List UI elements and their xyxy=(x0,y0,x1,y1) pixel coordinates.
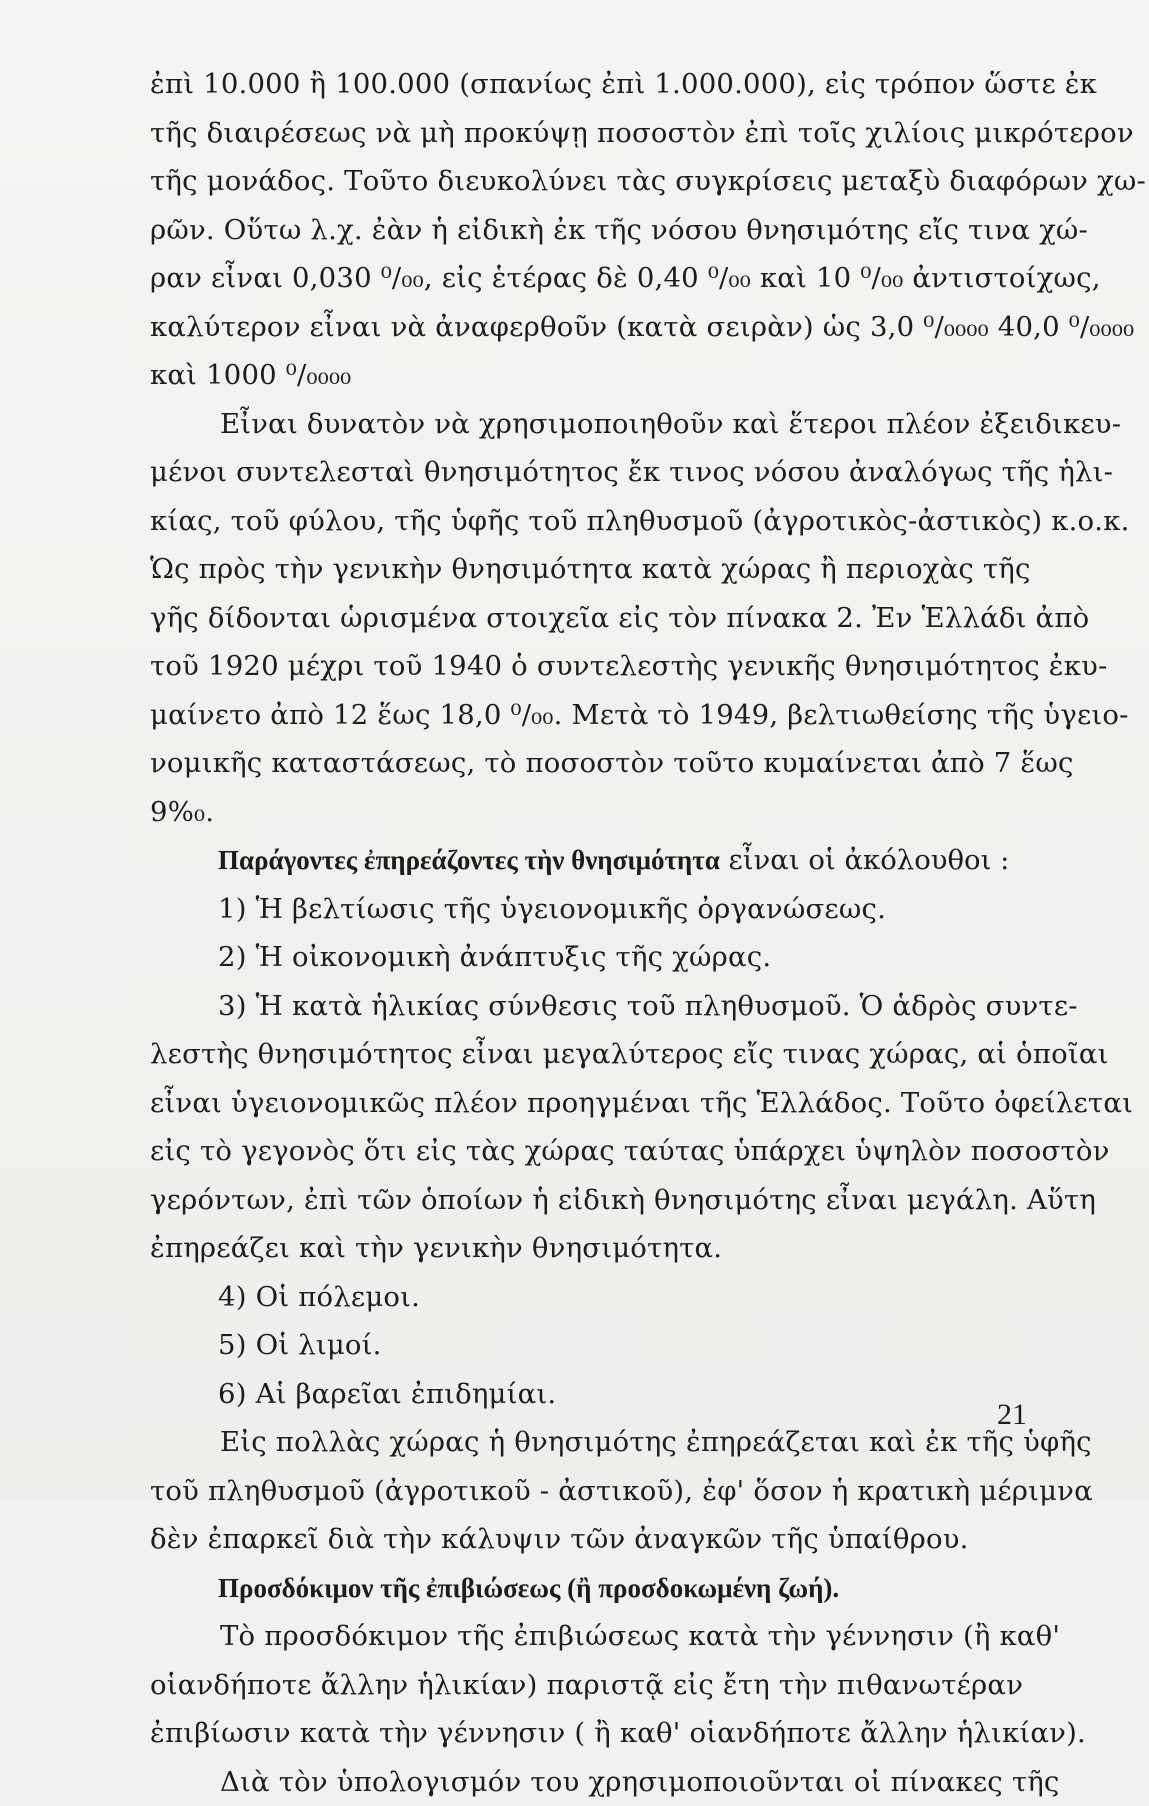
text-line: 9%₀. xyxy=(150,788,1020,837)
text-line: τῆς διαιρέσεως νὰ μὴ προκύψῃ ποσοστὸν ἐπὶ τοῖς χιλίοις μικρότερον xyxy=(150,109,1020,158)
text-line: μαίνετο ἀπὸ 12 ἕως 18,0 ⁰/₀₀. Μετὰ τὸ 1949, βελτιωθείσης τῆς ὑγειο- xyxy=(150,691,1020,740)
text-line: ἐπιβίωσιν κατὰ τὴν γέννησιν ( ἢ καθ' οἱανδήποτε ἄλλην ἡλικίαν). xyxy=(150,1709,1020,1758)
list-item: 5) Οἱ λιμοί. xyxy=(150,1321,1020,1370)
text-line: μένοι συντελεσταὶ θνησιμότητος ἔκ τινος νόσου ἀναλόγως τῆς ἡλι- xyxy=(150,448,1020,497)
list-item: 6) Αἱ βαρεῖαι ἐπιδημίαι. xyxy=(150,1370,1020,1419)
text-line: ρῶν. Οὕτω λ.χ. ἐὰν ἡ εἰδικὴ ἐκ τῆς νόσου θνησιμότης εἴς τινα χώ- xyxy=(150,206,1020,255)
text-line: εἰς τὸ γεγονὸς ὅτι εἰς τὰς χώρας ταύτας ὑπάρχει ὑψηλὸν ποσοστὸν xyxy=(150,1127,1020,1176)
text-line: γερόντων, ἐπὶ τῶν ὁποίων ἡ εἰδικὴ θνησιμότης εἶναι μεγάλη. Αὕτη xyxy=(150,1176,1020,1225)
life-expectancy-heading: Προσδόκιμον τῆς ἐπιβιώσεως (ἢ προσδοκωμένη ζωή). xyxy=(150,1564,1020,1613)
text-line: καλύτερον εἶναι νὰ ἀναφερθοῦν (κατὰ σειρὰν) ὡς 3,0 ⁰/₀₀₀₀ 40,0 ⁰/₀₀₀₀ xyxy=(150,303,1020,352)
factors-heading: Παράγοντες ἐπηρεάζοντες τὴν θνησιμότητα xyxy=(218,845,720,875)
list-item: 4) Οἱ πόλεμοι. xyxy=(150,1273,1020,1322)
text-line: λεστὴς θνησιμότητος εἶναι μεγαλύτερος εἴς τινας χώρας, αἱ ὁποῖαι xyxy=(150,1030,1020,1079)
list-item: 2) Ἡ οἰκονομικὴ ἀνάπτυξις τῆς χώρας. xyxy=(150,933,1020,982)
page-body xyxy=(150,60,1020,1806)
paragraph-rates xyxy=(150,60,1020,400)
text-line: τῆς μονάδος. Τοῦτο διευκολύνει τὰς συγκρίσεις μεταξὺ διαφόρων χω- xyxy=(150,157,1020,206)
text-line: τοῦ 1920 μέχρι τοῦ 1940 ὁ συντελεστὴς γενικῆς θνησιμότητος ἐκυ- xyxy=(150,642,1020,691)
text-line: τοῦ πληθυσμοῦ (ἀγροτικοῦ - ἀστικοῦ), ἐφ' ὅσον ἡ κρατικὴ μέριμνα xyxy=(150,1467,1020,1516)
text-line: γῆς δίδονται ὡρισμένα στοιχεῖα εἰς τὸν πίνακα 2. Ἐν Ἑλλάδι ἀπὸ xyxy=(150,594,1020,643)
text-line: κίας, τοῦ φύλου, τῆς ὑφῆς τοῦ πληθυσμοῦ (ἀγροτικὸς-ἀστικὸς) κ.ο.κ. xyxy=(150,497,1020,546)
text-line: Διὰ τὸν ὑπολογισμόν του χρησιμοποιοῦνται οἱ πίνακες τῆς xyxy=(150,1758,1020,1806)
text-line: οἱανδήποτε ἄλλην ἡλικίαν) παριστᾷ εἰς ἔτη τὴν πιθανωτέραν xyxy=(150,1661,1020,1710)
text-line: νομικῆς καταστάσεως, τὸ ποσοστὸν τοῦτο κυμαίνεται ἀπὸ 7 ἕως xyxy=(150,739,1020,788)
factors-section xyxy=(150,836,1020,1418)
factors-heading-line xyxy=(150,836,1020,885)
paragraph-specialized-rates xyxy=(150,400,1020,837)
text-line: Εἰς πολλὰς χώρας ἡ θνησιμότης ἐπηρεάζεται καὶ ἐκ τῆς ὑφῆς xyxy=(150,1418,1020,1467)
text-line: Τὸ προσδόκιμον τῆς ἐπιβιώσεως κατὰ τὴν γέννησιν (ἢ καθ' xyxy=(150,1612,1020,1661)
text-line: δὲν ἐπαρκεῖ διὰ τὴν κάλυψιν τῶν ἀναγκῶν τῆς ὑπαίθρου. xyxy=(150,1515,1020,1564)
text-line: Ὡς πρὸς τὴν γενικὴν θνησιμότητα κατὰ χώρας ἢ περιοχὰς τῆς xyxy=(150,545,1020,594)
list-item: 1) Ἡ βελτίωσις τῆς ὑγειονομικῆς ὀργανώσεως. xyxy=(150,885,1020,934)
text-line: ραν εἶναι 0,030 ⁰/₀₀, εἰς ἑτέρας δὲ 0,40 ⁰/₀₀ καὶ 10 ⁰/₀₀ ἀντιστοίχως, xyxy=(150,254,1020,303)
list-item: 3) Ἡ κατὰ ἡλικίας σύνθεσις τοῦ πληθυσμοῦ. Ὁ ἁδρὸς συντε- xyxy=(150,982,1020,1031)
paragraph-urban-rural xyxy=(150,1418,1020,1564)
text-line: ἐπὶ 10.000 ἢ 100.000 (σπανίως ἐπὶ 1.000.000), εἰς τρόπον ὥστε ἐκ xyxy=(150,60,1020,109)
text-line: Εἶναι δυνατὸν νὰ χρησιμοποιηθοῦν καὶ ἕτεροι πλέον ἐξειδικευ- xyxy=(150,400,1020,449)
text-line: ἐπηρεάζει καὶ τὴν γενικὴν θνησιμότητα. xyxy=(150,1224,1020,1273)
factors-heading-tail: εἶναι οἱ ἀκόλουθοι : xyxy=(720,844,1010,876)
life-expectancy-section xyxy=(150,1564,1020,1806)
text-line: εἶναι ὑγειονομικῶς πλέον προηγμέναι τῆς Ἑλλάδος. Τοῦτο ὀφείλεται xyxy=(150,1079,1020,1128)
text-line: καὶ 1000 ⁰/₀₀₀₀ xyxy=(150,351,1020,400)
page-number: 21 xyxy=(997,1398,1027,1432)
